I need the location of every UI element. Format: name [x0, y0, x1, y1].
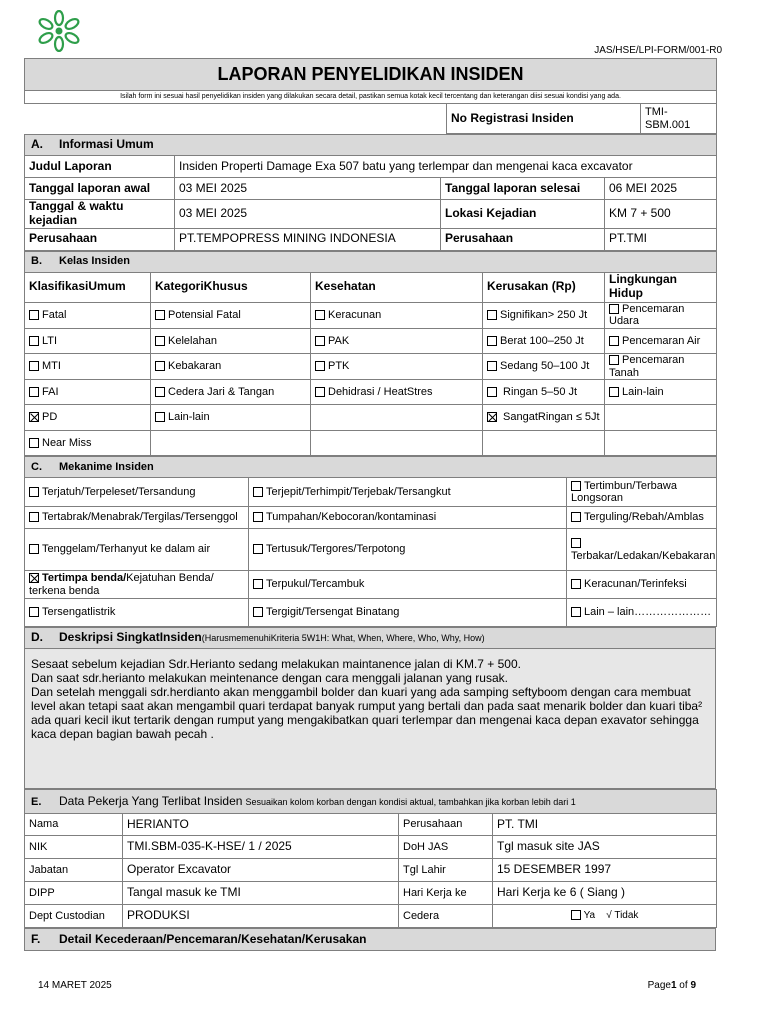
pekerja-value[interactable]: Tgl masuk site JAS [493, 836, 717, 859]
checkbox-icon[interactable] [155, 387, 165, 397]
kelas-option[interactable]: Ringan 5–50 Jt [483, 380, 605, 405]
checkbox-icon[interactable] [29, 512, 39, 522]
checkbox-icon[interactable] [155, 361, 165, 371]
tgl-selesai-label: Tanggal laporan selesai [441, 178, 605, 200]
checkbox-icon[interactable] [571, 538, 581, 548]
mekanisme-option[interactable]: Tersengatlistrik [25, 599, 249, 627]
lokasi-value[interactable]: KM 7 + 500 [605, 200, 717, 229]
kelas-option[interactable]: Signifikan> 250 Jt [483, 302, 605, 328]
kelas-header: Kerusakan (Rp) [483, 272, 605, 302]
footer-page-prefix: Page [647, 980, 671, 991]
checkbox-icon[interactable] [29, 487, 39, 497]
pekerja-label: Cedera [399, 905, 493, 928]
section-d-title: Deskripsi SingkatInsiden [59, 630, 202, 645]
kelas-empty-cell [605, 431, 717, 456]
kelas-option[interactable]: SangatRingan ≤ 5Jt [483, 405, 605, 431]
checkbox-icon[interactable] [571, 512, 581, 522]
kelas-option[interactable]: FAI [25, 380, 151, 405]
section-e-title: Data Pekerja Yang Terlibat Insiden [59, 793, 243, 808]
mekanisme-option[interactable]: Keracunan/Terinfeksi [567, 571, 717, 599]
kelas-empty-cell [311, 405, 483, 431]
kelas-option[interactable]: Berat 100–250 Jt [483, 328, 605, 353]
checkbox-checked-icon[interactable] [29, 573, 39, 583]
checkbox-icon[interactable] [253, 487, 263, 497]
mekanisme-option[interactable]: Terjepit/Terhimpit/Terjebak/Tersangkut [249, 478, 567, 507]
checkbox-icon[interactable] [571, 910, 581, 920]
section-c [24, 456, 717, 627]
tgl-awal-label: Tanggal laporan awal [25, 178, 175, 200]
checkbox-icon[interactable] [29, 361, 39, 371]
checkbox-icon[interactable] [315, 361, 325, 371]
section-f-number: F. [31, 931, 41, 946]
kelas-option[interactable]: Dehidrasi / HeatStres [311, 380, 483, 405]
kelas-option[interactable]: Pencemaran Tanah [605, 353, 717, 379]
kelas-option[interactable]: PTK [311, 353, 483, 379]
checkbox-icon[interactable] [29, 387, 39, 397]
checkbox-icon[interactable] [29, 607, 39, 617]
pekerja-value[interactable]: 15 DESEMBER 1997 [493, 859, 717, 882]
checkbox-icon[interactable] [609, 336, 619, 346]
kelas-option[interactable]: Sedang 50–100 Jt [483, 353, 605, 379]
kelas-empty-cell [151, 431, 311, 456]
section-d [24, 627, 716, 649]
checkbox-icon[interactable] [487, 361, 497, 371]
judul-label: Judul Laporan [25, 156, 175, 178]
checkbox-icon[interactable] [253, 512, 263, 522]
lokasi-label: Lokasi Kejadian [441, 200, 605, 229]
section-f [24, 928, 716, 951]
section-a-title: Informasi Umum [59, 137, 154, 152]
kelas-header: KategoriKhusus [151, 272, 311, 302]
section-a-number: A. [31, 137, 43, 152]
description-paragraph: Dan setelah menggali sdr.herdianto akan menggambil bolder dan kuari yang ada samping seftyboom dengan cara membuat level akan tetapi saat akan mengambil quari terdapat banyak rumput yang bertali dan pada saat menarik bolder dan kuari tiba² ada quari kecil ikut tertarik dengan rumput yang mengakibatkan quari terlempar dan mengenai kaca depan exavator sehingga kaca depan bagian bawah pecah . [31, 685, 703, 742]
section-b [24, 251, 717, 457]
kelas-option[interactable]: Potensial Fatal [151, 302, 311, 328]
checkbox-icon[interactable] [315, 336, 325, 346]
checkbox-icon[interactable] [315, 387, 325, 397]
pekerja-value[interactable]: Operator Excavator [123, 859, 399, 882]
checkbox-icon[interactable] [609, 387, 619, 397]
form-code: JAS/HSE/LPI-FORM/001-R0 [594, 45, 722, 56]
section-c-title: Mekanime Insiden [59, 460, 154, 473]
checkbox-icon[interactable] [571, 481, 581, 491]
section-f-title: Detail Kecederaan/Pencemaran/Kesehatan/Kerusakan [59, 931, 367, 946]
mekanisme-option[interactable]: Tertimpa benda/Kejatuhan Benda/ terkena benda [25, 571, 249, 599]
kelas-option[interactable]: Fatal [25, 302, 151, 328]
kelas-empty-cell [311, 431, 483, 456]
kelas-option[interactable]: PAK [311, 328, 483, 353]
kelas-option[interactable]: Keracunan [311, 302, 483, 328]
checkbox-icon[interactable] [571, 579, 581, 589]
section-c-number: C. [31, 460, 42, 473]
mekanisme-option[interactable]: Tertimbun/Terbawa Longsoran [567, 478, 717, 507]
footer-page-of: of [676, 980, 691, 991]
kelas-option[interactable]: PD [25, 405, 151, 431]
pekerja-label: Dept Custodian [25, 905, 123, 928]
pekerja-label: Perusahaan [399, 814, 493, 836]
tgl-selesai-value[interactable]: 06 MEI 2025 [605, 178, 717, 200]
checkbox-icon[interactable] [253, 544, 263, 554]
footer-date: 14 MARET 2025 [38, 980, 112, 991]
pekerja-label: Jabatan [25, 859, 123, 882]
pekerja-value[interactable]: PT. TMI [493, 814, 717, 836]
section-a [24, 134, 717, 251]
kelas-option[interactable]: Lain-lain [605, 380, 717, 405]
kelas-empty-cell [605, 405, 717, 431]
page-title: LAPORAN PENYELIDIKAN INSIDEN [25, 59, 717, 91]
checkbox-checked-icon[interactable] [29, 412, 39, 422]
pekerja-label: Hari Kerja ke [399, 882, 493, 905]
pekerja-value[interactable]: Tangal masuk ke TMI [123, 882, 399, 905]
registration-value[interactable]: TMI-SBM.001 [641, 104, 717, 134]
perusahaan2-label: Perusahaan [441, 228, 605, 250]
mekanisme-option[interactable]: Tergigit/Tersengat Binatang [249, 599, 567, 627]
company-logo-icon [36, 10, 82, 52]
section-d-number: D. [31, 630, 43, 645]
kelas-header: Lingkungan Hidup [605, 272, 717, 302]
kelas-header: KlasifikasiUmum [25, 272, 151, 302]
title-table [24, 58, 717, 134]
checkbox-icon[interactable] [487, 336, 497, 346]
checkbox-icon[interactable] [609, 304, 619, 314]
perusahaan2-value[interactable]: PT.TMI [605, 228, 717, 250]
pekerja-value[interactable]: PRODUKSI [123, 905, 399, 928]
tgl-awal-value[interactable]: 03 MEI 2025 [175, 178, 441, 200]
kelas-option[interactable]: Kebakaran [151, 353, 311, 379]
tgl-kejadian-label: Tanggal & waktu kejadian [25, 200, 175, 229]
checkbox-icon[interactable] [315, 310, 325, 320]
kelas-option[interactable]: Kelelahan [151, 328, 311, 353]
cedera-tidak-label[interactable]: √ Tidak [606, 910, 639, 922]
section-b-title: Kelas Insiden [59, 255, 130, 268]
cedera-ya-label: Ya [583, 910, 596, 922]
mekanisme-option[interactable]: Tumpahan/Kebocoran/kontaminasi [249, 507, 567, 529]
kelas-option[interactable]: Pencemaran Udara [605, 302, 717, 328]
checkbox-icon[interactable] [487, 310, 497, 320]
tgl-kejadian-value[interactable]: 03 MEI 2025 [175, 200, 441, 229]
mekanisme-option[interactable]: Terguling/Rebah/Amblas [567, 507, 717, 529]
kelas-option[interactable]: Near Miss [25, 431, 151, 456]
section-d-subtitle: (HarusmemenuhiKriteria 5W1H: What, When, Where, Who, Why, How) [201, 633, 485, 644]
section-e-number: E. [31, 795, 42, 808]
registration-label: No Registrasi Insiden [447, 104, 641, 134]
checkbox-icon[interactable] [253, 607, 263, 617]
perusahaan-value[interactable]: PT.TEMPOPRESS MINING INDONESIA [175, 228, 441, 250]
perusahaan-label: Perusahaan [25, 228, 175, 250]
pekerja-label: Tgl Lahir [399, 859, 493, 882]
checkbox-icon[interactable] [609, 355, 619, 365]
kelas-option[interactable]: LTI [25, 328, 151, 353]
mekanisme-option[interactable]: Lain – lain………………… [567, 599, 717, 627]
footer-page [648, 980, 696, 991]
pekerja-label: DoH JAS [399, 836, 493, 859]
pekerja-label: Nama [25, 814, 123, 836]
checkbox-icon[interactable] [253, 579, 263, 589]
mekanisme-option[interactable]: Tertusuk/Tergores/Terpotong [249, 529, 567, 571]
mekanisme-option[interactable]: Terjatuh/Terpeleset/Tersandung [25, 478, 249, 507]
kelas-option[interactable]: Lain-lain [151, 405, 311, 431]
section-b-number: B. [31, 255, 42, 268]
mekanisme-option[interactable]: Terbakar/Ledakan/Kebakaran [567, 529, 717, 571]
pekerja-value[interactable]: HERIANTO [123, 814, 399, 836]
checkbox-icon[interactable] [155, 310, 165, 320]
pekerja-label: NIK [25, 836, 123, 859]
checkbox-icon[interactable] [487, 387, 497, 397]
incident-description[interactable] [24, 649, 716, 789]
mekanisme-option[interactable]: Terpukul/Tercambuk [249, 571, 567, 599]
judul-value[interactable]: Insiden Properti Damage Exa 507 batu yang terlempar dan mengenai kaca excavator [175, 156, 717, 178]
pekerja-label: DIPP [25, 882, 123, 905]
description-paragraph: Sesaat sebelum kejadian Sdr.Herianto sedang melakukan maintanence jalan di KM.7 + 500. [31, 657, 521, 672]
kelas-option[interactable]: MTI [25, 353, 151, 379]
checkbox-icon[interactable] [29, 310, 39, 320]
kelas-option[interactable]: Pencemaran Air [605, 328, 717, 353]
mekanisme-option[interactable]: Tenggelam/Terhanyut ke dalam air [25, 529, 249, 571]
kelas-empty-cell [483, 431, 605, 456]
mekanisme-bold-prefix: Tertimpa benda/ [42, 572, 127, 585]
report-form [24, 58, 716, 951]
footer-page-total: 9 [690, 980, 696, 991]
pekerja-value[interactable]: TMI.SBM-035-K-HSE/ 1 / 2025 [123, 836, 399, 859]
footer-page-number: 1 [670, 980, 677, 991]
mekanisme-option[interactable]: Tertabrak/Menabrak/Tergilas/Tersenggol [25, 507, 249, 529]
section-e-subtitle: Sesuaikan kolom korban dengan kondisi aktual, tambahkan jika korban lebih dari 1 [245, 796, 576, 807]
section-e [24, 789, 717, 928]
checkbox-icon[interactable] [155, 412, 165, 422]
checkbox-icon[interactable] [29, 438, 39, 448]
pekerja-value[interactable]: Hari Kerja ke 6 ( Siang ) [493, 882, 717, 905]
checkbox-icon[interactable] [571, 607, 581, 617]
kelas-header: Kesehatan [311, 272, 483, 302]
instruction-text: Isilah form ini sesuai hasil penyelidikan insiden yang dilakukan secara detail, pastikan semua kotak kecil tercentang dan keterangan diisi sesuai kondisi yang ada. [25, 91, 717, 104]
checkbox-icon[interactable] [155, 336, 165, 346]
kelas-option[interactable]: Cedera Jari & Tangan [151, 380, 311, 405]
checkbox-icon[interactable] [29, 336, 39, 346]
cedera-options [493, 905, 717, 928]
checkbox-checked-icon[interactable] [487, 412, 497, 422]
checkbox-icon[interactable] [29, 544, 39, 554]
description-paragraph: Dan saat sdr.herianto melakukan meintenance dengan cara menggali jalanan yang rusak. [31, 671, 508, 686]
